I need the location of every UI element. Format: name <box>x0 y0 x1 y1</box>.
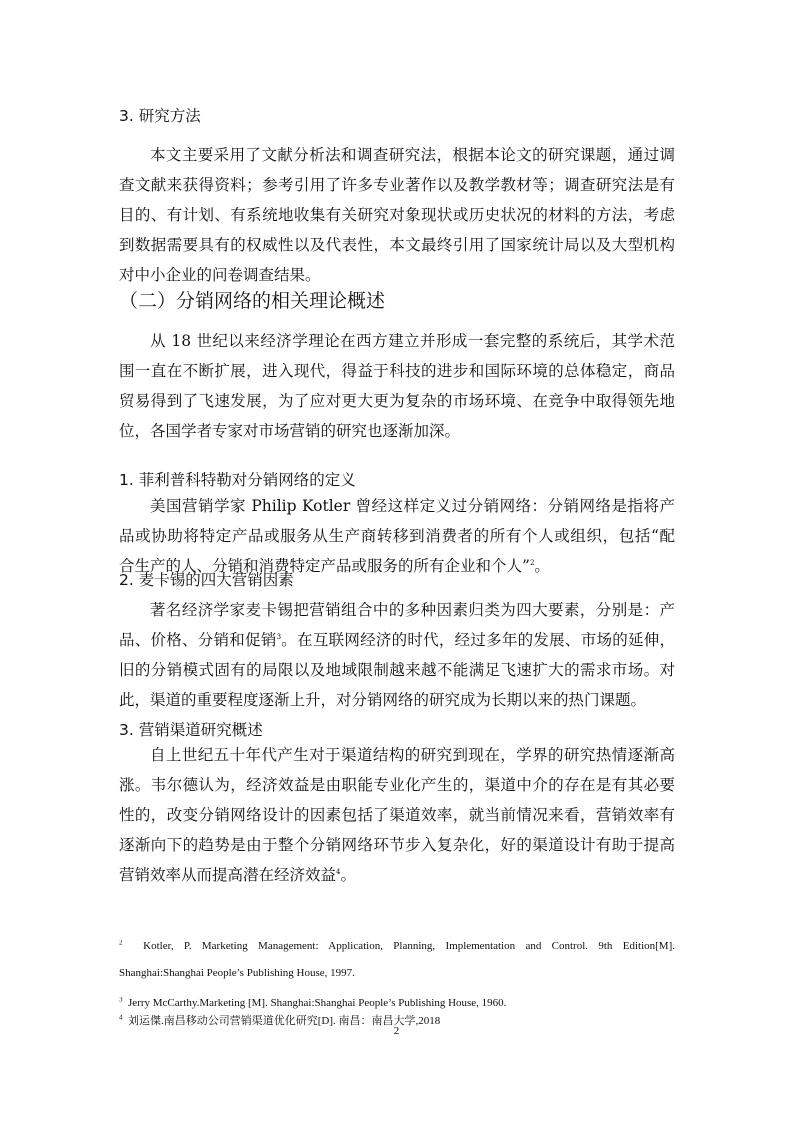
paragraph-research-methods <box>119 140 675 290</box>
paragraph-line: 品或协助将特定产品或服务从生产商转移到消费者的所有个人或组织，包括“配 <box>119 527 675 545</box>
footnote-number: 2 <box>119 940 123 947</box>
paragraph-channel-research <box>119 740 675 890</box>
subheading-mccarthy-factors: 2. 麦卡锡的四大营销因素 <box>119 571 294 589</box>
paragraph-line: 逐渐向下的趋势是由于整个分销网络环节步入复杂化，好的渠道设计有助于提高 <box>119 836 675 854</box>
paragraph-line: 旧的分销模式固有的局限以及地域限制越来越不能满足飞速扩大的需求市场。对 <box>119 661 675 679</box>
footnote-text: Jerry McCarthy.Marketing [M]. Shanghai:Shanghai People’s Publishing House, 1960. <box>128 997 507 1009</box>
paragraph-line-end: 。 <box>340 866 356 884</box>
footnote-2 <box>119 940 675 952</box>
paragraph-line: 目的、有计划、有系统地收集有关研究对象现状或历史状况的材料的方法，考虑 <box>119 206 675 224</box>
section-heading-research-methods: 3. 研究方法 <box>119 107 201 125</box>
footnote-number: 4 <box>119 1013 123 1022</box>
footnote-text: Kotler, P. Marketing Management: Application, Planning, Implementation and Control. 9th Edition[M]. <box>143 940 675 952</box>
paragraph-line: 美国营销学家 Philip Kotler 曾经这样定义过分销网络：分销网络是指将产 <box>150 497 675 515</box>
paragraph-line: 本文主要采用了文献分析法和调查研究法，根据本论文的研究课题，通过调 <box>150 146 675 164</box>
paragraph-line: 对中小企业的问卷调查结果。 <box>119 266 321 284</box>
subheading-kotler-definition: 1. 菲利普科特勒对分销网络的定义 <box>119 471 356 489</box>
paragraph-line: 贸易得到了飞速发展，为了应对更大更为复杂的市场环境、在竞争中取得领先地 <box>119 392 675 410</box>
footnote-3 <box>119 997 506 1009</box>
paragraph-line: 此，渠道的重要程度逐渐上升，对分销网络的研究成为长期以来的热门课题。 <box>119 691 647 709</box>
footnote-reference: 2 <box>529 558 535 567</box>
paragraph-mccarthy-factors <box>119 595 675 715</box>
subheading-channel-research: 3. 营销渠道研究概述 <box>119 721 263 739</box>
paragraph-line-text: 营销效率从而提高潜在经济效益 <box>119 866 337 884</box>
footnote-text: 刘运傑.南昌移动公司营销渠道优化研究[D]. 南昌：南昌大学,2018 <box>128 1015 441 1027</box>
paragraph-line-text: 品、价格、分销和促销 <box>119 631 277 649</box>
paragraph-line-text: 合生产的人、分销和消费特定产品或服务的所有企业和个人” <box>119 557 530 575</box>
footnote-reference: 3 <box>276 632 282 641</box>
paragraph-line <box>119 625 675 655</box>
page-number: 2 <box>393 1025 400 1037</box>
paragraph-line: 围一直在不断扩展，进入现代，得益于科技的进步和国际环境的总体稳定，商品 <box>119 362 675 380</box>
paragraph-line: 到数据需要具有的权威性以及代表性，本文最终引用了国家统计局以及大型机构 <box>119 236 675 254</box>
paragraph-line-text: 。在互联网经济的时代，经过多年的发展、市场的延伸， <box>281 631 675 649</box>
paragraph-line: 著名经济学家麦卡锡把营销组合中的多种因素归类为四大要素，分别是：产 <box>150 601 675 619</box>
paragraph-line: 性的，改变分销网络设计的因素包括了渠道效率，就当前情况来看，营销效率有 <box>119 806 675 824</box>
section-heading-distribution-theory: （二）分销网络的相关理论概述 <box>119 290 386 312</box>
paragraph-line: 位，各国学者专家对市场营销的研究也逐渐加深。 <box>119 422 461 440</box>
paragraph-line: 涨。韦尔德认为，经济效益是由职能专业化产生的，渠道中介的存在是有其必要 <box>119 776 675 794</box>
paragraph-line-end: 。 <box>534 557 550 575</box>
paragraph-distribution-intro <box>119 326 675 446</box>
footnote-reference: 4 <box>336 867 341 876</box>
paragraph-line: 从 18 世纪以来经济学理论在西方建立并形成一套完整的系统后，其学术范 <box>150 332 675 350</box>
paragraph-line: 自上世纪五十年代产生对于渠道结构的研究到现在，学界的研究热情逐渐高 <box>150 746 675 764</box>
paragraph-line <box>119 860 675 890</box>
paragraph-line: 查文献来获得资料；参考引用了许多专业著作以及教学教材等；调查研究法是有 <box>119 176 675 194</box>
footnote-2-continued: Shanghai:Shanghai People’s Publishing House, 1997. <box>119 967 355 979</box>
footnote-number: 3 <box>119 997 123 1004</box>
